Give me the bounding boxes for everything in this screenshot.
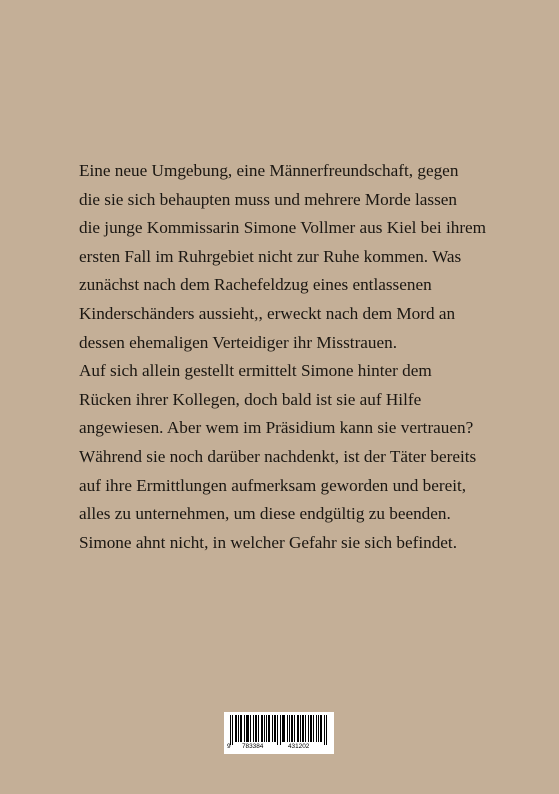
- barcode-bar: [277, 715, 278, 745]
- barcode-bar: [284, 715, 285, 742]
- barcode-bar: [269, 715, 270, 742]
- barcode-bar: [256, 715, 257, 742]
- blurb-line: Auf sich allein gestellt ermittelt Simone hinter dem: [79, 361, 432, 381]
- barcode-bar: [318, 715, 319, 742]
- blurb-line: zunächst nach dem Rachefeldzug eines entlassenen: [79, 275, 432, 295]
- barcode-bar: [303, 715, 304, 742]
- blurb-line: dessen ehemaligen Verteidiger ihr Misstrauen.: [79, 332, 398, 352]
- blurb-line: angewiesen. Aber wem im Präsidium kann sie vertrauen?: [79, 418, 474, 438]
- barcode-bar: [255, 715, 256, 742]
- barcode-bar: [310, 715, 311, 742]
- barcode-bar: [324, 715, 325, 745]
- barcode-bar: [250, 715, 251, 742]
- barcode-bar: [247, 715, 248, 742]
- barcode-bar: [311, 715, 312, 742]
- barcode-bar: [262, 715, 263, 742]
- barcode-bar: [241, 715, 242, 742]
- blurb-line: ersten Fall im Ruhrgebiet nicht zur Ruhe kommen. Was: [79, 246, 462, 266]
- barcode-bar: [238, 715, 239, 742]
- blurb-line: Simone ahnt nicht, in welcher Gefahr sie sich befindet.: [79, 532, 458, 552]
- barcode-bar: [326, 715, 327, 745]
- barcode-bar: [244, 715, 245, 742]
- barcode-bar: [300, 715, 301, 742]
- barcode-bar: [280, 715, 281, 745]
- blurb-line: Eine neue Umgebung, eine Männerfreundschaft, gegen: [79, 161, 459, 180]
- blurb-line: Kinderschänders aussieht,, erweckt nach dem Mord an: [79, 303, 456, 323]
- blurb-line: die junge Kommissarin Simone Vollmer aus Kiel bei ihrem: [79, 218, 487, 238]
- barcode-bar: [266, 715, 267, 742]
- barcode-bar: [302, 715, 303, 742]
- barcode-bar: [258, 715, 259, 742]
- barcode-bar: [246, 715, 247, 742]
- barcode-bar: [274, 715, 275, 742]
- barcode-bar: [283, 715, 284, 742]
- barcode-bar: [321, 715, 322, 742]
- barcode-bar: [297, 715, 298, 742]
- barcode-bar: [294, 715, 295, 742]
- barcode-bar: [275, 715, 276, 742]
- blurb-line: die sie sich behaupten muss und mehrere Morde lassen: [79, 189, 458, 209]
- barcode-bar: [240, 715, 241, 742]
- barcode-bar: [298, 715, 299, 742]
- barcode-digits: [224, 743, 334, 753]
- blurb-line: Rücken ihrer Kollegen, doch bald ist sie auf Hilfe: [79, 389, 422, 409]
- barcode-bar: [289, 715, 290, 742]
- barcode-bar: [308, 715, 309, 742]
- barcode-bar: [253, 715, 254, 742]
- barcode-bar: [313, 715, 314, 742]
- barcode-bar: [230, 715, 231, 745]
- barcode-bar: [320, 715, 321, 742]
- barcode-bar: [235, 715, 236, 742]
- barcode-bar: [264, 715, 265, 742]
- barcode-bar: [305, 715, 306, 742]
- barcode-bar: [272, 715, 273, 742]
- barcode-bar: [287, 715, 288, 742]
- blurb-line: alles zu unternehmen, um diese endgültig zu beenden.: [79, 504, 451, 524]
- barcode-bar: [292, 715, 293, 742]
- barcode-bar: [268, 715, 269, 742]
- barcode-digits-right: 431202: [288, 743, 310, 750]
- blurb-text: [79, 157, 519, 557]
- barcode-bar: [248, 715, 249, 742]
- barcode-bar: [236, 715, 237, 742]
- barcode-digit-first: 9: [227, 743, 231, 750]
- isbn-barcode: [224, 712, 334, 754]
- barcode-bar: [291, 715, 292, 742]
- barcode-digits-left: 783384: [242, 743, 264, 750]
- barcode-bar: [282, 715, 283, 742]
- barcode-bar: [316, 715, 317, 742]
- barcode-bar: [232, 715, 233, 745]
- barcode-bar: [261, 715, 262, 742]
- blurb-line: auf ihre Ermittlungen aufmerksam geworden und bereit,: [79, 475, 467, 495]
- blurb-line: Während sie noch darüber nachdenkt, ist der Täter bereits: [79, 446, 477, 466]
